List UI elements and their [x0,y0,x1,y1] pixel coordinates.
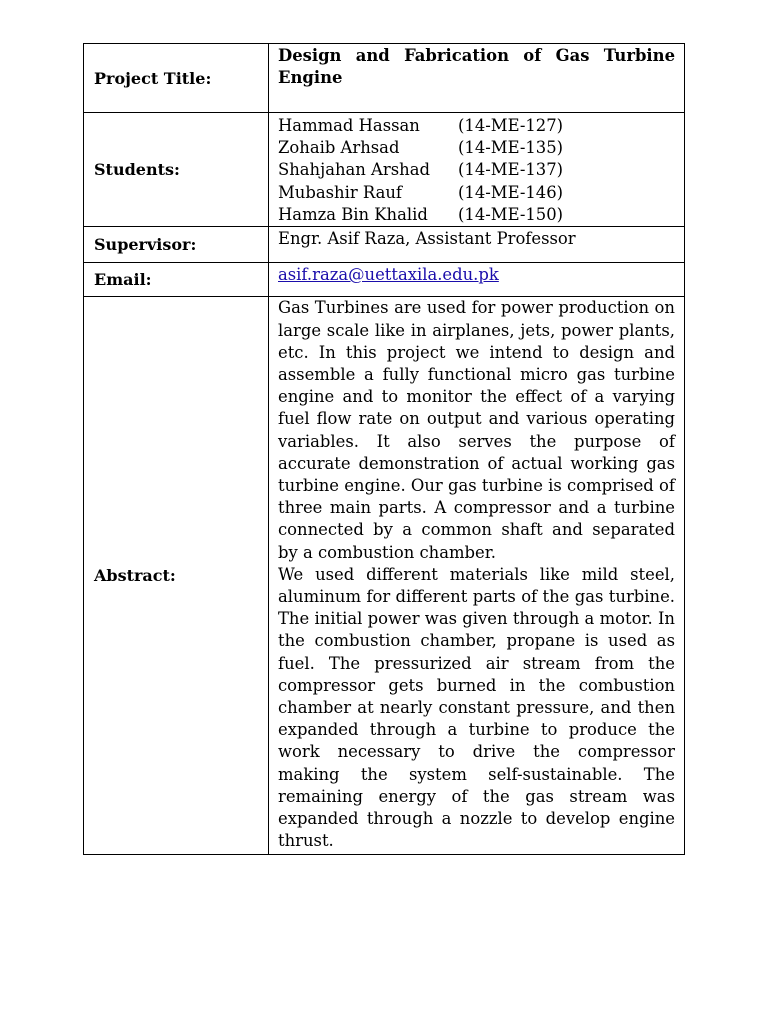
students-row [84,113,685,227]
project-title-cell [269,44,685,113]
student-id: (14-ME-150) [458,204,564,224]
email-cell [269,263,685,297]
student-id: (14-ME-127) [458,116,564,135]
supervisor-label: Supervisor: [84,227,269,263]
supervisor-cell [269,227,685,263]
student-entry [278,137,675,159]
student-id: (14-ME-137) [458,160,564,180]
student-entry [278,115,675,137]
abstract-row [84,297,685,854]
project-title-label: Project Title: [84,44,269,113]
project-title-value: Design and Fabrication of Gas Turbine Engine [278,46,675,88]
supervisor-row [84,227,685,263]
abstract-cell [269,297,685,854]
student-id: (14-ME-135) [458,138,564,158]
supervisor-value: Engr. Asif Raza, Assistant Professor [278,229,576,249]
abstract-paragraph: Gas Turbines are used for power production on large scale like in airplanes, jets, power plants, etc. In this project we intend to design and assemble a fully functional micro gas turbine engine and to monitor the effect of a varying fuel flow rate on output and various operating variables. It also serves the purpose of accurate demonstration of actual working gas turbine engine. Our gas turbine is comprised of three main parts. A compressor and a turbine connected by a common shaft and separated by a combustion chamber. [278,298,675,562]
students-list [278,113,675,226]
student-name: Hammad Hassan [278,116,420,135]
abstract-body [278,297,675,853]
student-entry [278,159,675,181]
student-name: Shahjahan Arshad [278,160,430,180]
abstract-paragraph: We used different materials like mild steel, aluminum for different parts of the gas turbine. The initial power was given through a motor. In the combustion chamber, propane is used as fuel. The pressurized air stream from the compressor gets burned in the combustion chamber at nearly constant pressure, and then expanded through a turbine to produce the work necessary to drive the compressor making the system self-sustainable. The remaining energy of the gas stream was expanded through a nozzle to develop engine thrust. [278,564,675,851]
student-entry [278,204,675,226]
students-cell [269,113,685,227]
project-info-table [83,43,685,855]
student-name: Mubashir Rauf [278,182,402,202]
student-name: Zohaib Arhsad [278,138,400,158]
email-label: Email: [84,263,269,297]
project-title-row [84,44,685,113]
email-row [84,263,685,297]
email-value-wrap [278,263,675,296]
student-name: Hamza Bin Khalid [278,204,428,224]
students-label: Students: [84,113,269,227]
email-link[interactable]: asif.raza@uettaxila.edu.pk [278,265,499,285]
student-id: (14-ME-146) [458,182,564,202]
abstract-label: Abstract: [84,297,269,854]
student-entry [278,182,675,204]
